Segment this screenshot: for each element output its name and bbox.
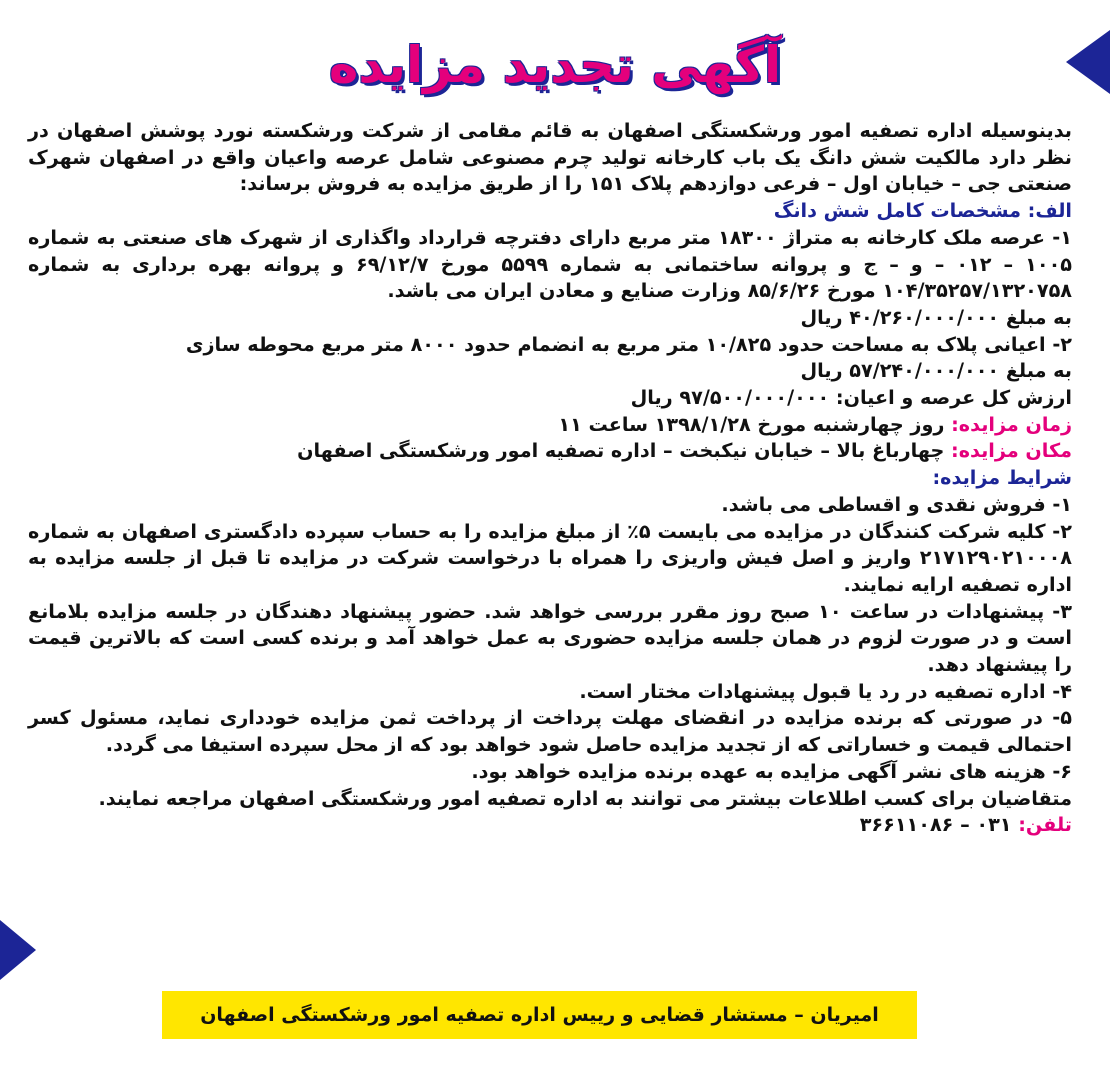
total-value: ارزش کل عرصه و اعیان: ۹۷/۵۰۰/۰۰۰/۰۰۰ ریال [630,386,1072,410]
intro-paragraph: بدینوسیله اداره تصفیه امور ورشکستگی اصفهان به قائم مقامی از شرکت ورشکسته نورد پوشش اصفهان در نظر دارد مالکیت شش دانگ یک باب کارخانه تولید چرم مصنوعی شامل عرصه واعیان واقع در اصفهان شهرک صنعتی جی – خیابان اول – فرعی دوازدهم پلاک ۱۵۱ را از طریق مزایده به فروش برساند: [28,119,1072,196]
item-2-description: ۲- اعیانی پلاک به مساحت حدود ۱۰/۸۲۵ متر مربع به انضمام حدود ۸۰۰۰ متر مربع محوطه سازی [185,332,1072,356]
condition-item: ۲- کلیه شرکت کنندگان در مزایده می بایست ۵٪ از مبلغ مزایده را به حساب سپرده دادگستری اصفهان به شماره ۲۱۷۱۲۹۰۲۱۰۰۰۸ واریز و اصل فیش واریزی را همراه با درخواست شرکت در مزایده تا قبل از جلسه مزایده به اداره تصفیه ارایه نمایند. [28,519,1072,596]
condition-item: ۱- فروش نقدی و اقساطی می باشد. [721,492,1072,516]
condition-item: ۶- هزینه های نشر آگهی مزایده به عهده برنده مزایده خواهد بود. [471,759,1072,783]
auction-place [28,438,1072,465]
auction-time-label: زمان مزایده: [951,412,1072,436]
condition-item: ۴- اداره تصفیه در رد یا قبول پیشنهادات مختار است. [579,679,1072,703]
auction-place-label: مکان مزایده: [951,439,1072,463]
section-a-heading: الف: مشخصات کامل شش دانگ [773,199,1072,223]
phone-number: ۰۳۱ – ۳۶۶۱۱۰۸۶ [859,813,1019,837]
item-1-description: ۱- عرصه ملک کارخانه به متراژ ۱۸۳۰۰ متر مربع دارای دفترچه قرارداد واگذاری از شهرک های صنعتی به شماره ۱۰۰۵ – ۰۱۲ – و – ج و پروانه ساختمانی به شماره ۵۵۹۹ مورخ ۶۹/۱۲/۷ و پروانه بهره برداری به شماره ۱۰۴/۳۵۲۵۷/۱۳۲۰۷۵۸ مورخ ۸۵/۶/۲۶ وزارت صنایع و معادن ایران می باشد. [28,225,1072,303]
condition-item: ۵- در صورتی که برنده مزایده در انقضای مهلت پرداخت از پرداخت ثمن مزایده خودداری نماید، مسئول کسر احتمالی قیمت و خساراتی که از تجدید مزایده حاصل شود خواهد بود که از محل سپرده استیفا می گردد. [28,706,1072,757]
condition-item: ۳- پیشنهادات در ساعت ۱۰ صبح روز مقرر بررسی خواهد شد. حضور پیشنهاد دهندگان در جلسه مزایده بلامانع است و در صورت لزوم در همان جلسه مزایده حضوری به عمل خواهد آمد و برنده کسی است که بالاترین قیمت را پیشنهاد دهد. [28,599,1072,677]
auction-place-value: چهارباغ بالا – خیابان نیکبخت – اداره تصفیه امور ورشکستگی اصفهان [297,439,952,463]
phone-line [28,812,1072,839]
ad-body [28,118,1072,839]
closing-paragraph: متقاضیان برای کسب اطلاعات بیشتر می توانند به اداره تصفیه امور ورشکستگی اصفهان مراجعه نمایند. [98,786,1072,810]
item-2-price: به مبلغ ۵۷/۲۴۰/۰۰۰/۰۰۰ ریال [800,359,1072,383]
item-1-price: به مبلغ ۴۰/۲۶۰/۰۰۰/۰۰۰ ریال [800,305,1072,329]
conditions-heading: شرایط مزایده: [932,466,1072,490]
auction-time [28,412,1072,439]
auction-time-value: روز چهارشنبه مورخ ۱۳۹۸/۱/۲۸ ساعت ۱۱ [558,412,952,436]
phone-label: تلفن: [1018,813,1072,837]
ad-title: آگهی تجدید مزایده [328,36,782,94]
signature-banner: امیریان – مستشار قضایی و رییس اداره تصفیه امور ورشکستگی اصفهان [162,991,917,1039]
corner-triangle-decoration-left [0,920,36,980]
